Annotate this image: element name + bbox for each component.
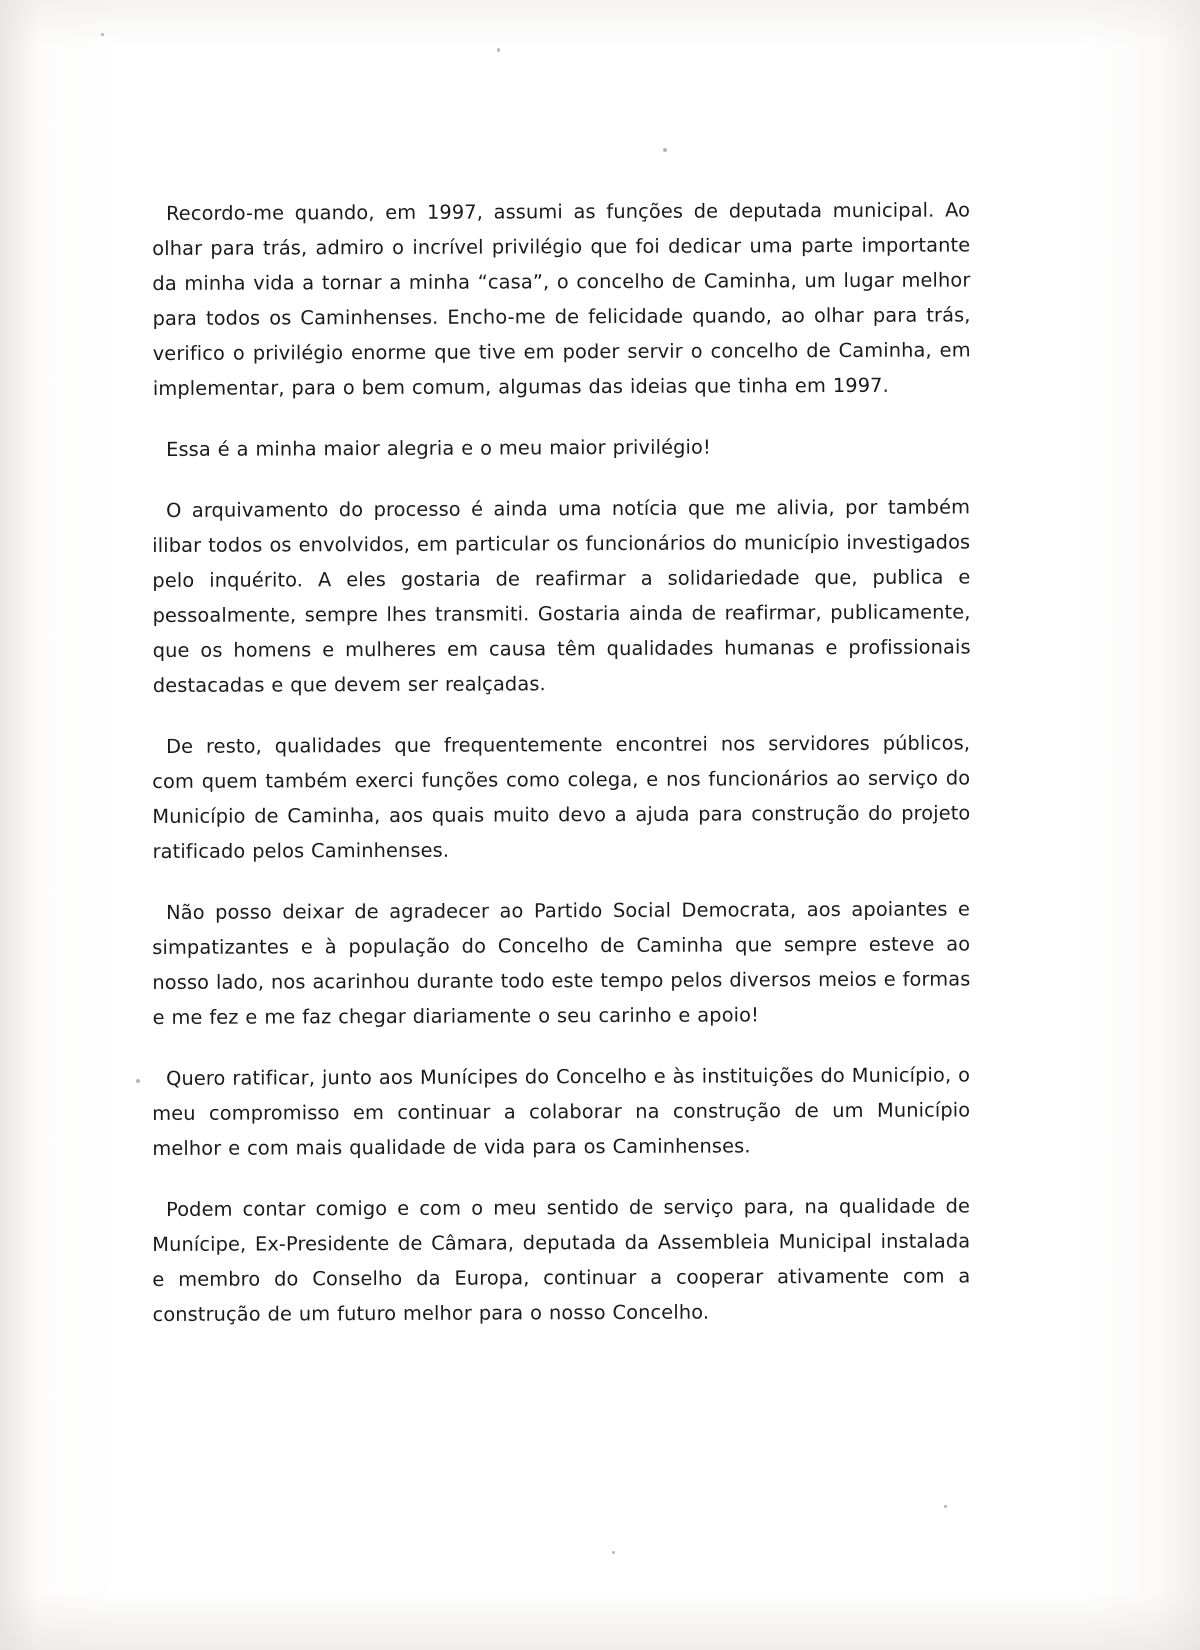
scan-speck: [136, 1079, 140, 1083]
scan-speck: [663, 148, 667, 152]
scan-speck: [944, 1505, 947, 1508]
paragraph: Essa é a minha maior alegria e o meu maior privilégio!: [166, 435, 711, 461]
paragraph: Não posso deixar de agradecer ao Partido Social Democrata, aos apoiantes e simpatizantes e à população do Concelho de Caminha que sempre esteve ao nosso lado, nos acarinhou durante todo este tempo pelos diversos meios e formas e me fez e me faz chegar diariamente o seu carinho e apoio!: [152, 897, 971, 1029]
page-top-shadow: [0, 0, 1200, 48]
document-text-body: [152, 196, 970, 1332]
page-bottom-shadow: [0, 1590, 1200, 1650]
paragraph: Podem contar comigo e com o meu sentido de serviço para, na qualidade de Munícipe, Ex-Presidente de Câmara, deputada da Assembleia Municipal instalada e membro do Conselho da Europa, continuar a cooperar ativamente com a construção de um futuro melhor para o nosso Concelho.: [152, 1194, 971, 1326]
paragraph: Quero ratificar, junto aos Munícipes do Concelho e às instituições do Município, o meu compromisso em continuar a colaborar na construção de um Município melhor e com mais qualidade de vida para os Caminhenses.: [152, 1063, 971, 1160]
scan-speck: [612, 1551, 615, 1554]
scan-speck: [497, 48, 500, 52]
paragraph: O arquivamento do processo é ainda uma notícia que me alivia, por também ilibar todos os envolvidos, em particular os funcionários do município investigados pelo inquérito. A eles gostaria de reafirmar a solidariedade que, publica e pessoalmente, sempre lhes transmiti. Gostaria ainda de reafirmar, publicamente, que os homens e mulheres em causa têm qualidades humanas e profissionais destacadas e que devem ser realçadas.: [152, 495, 971, 697]
paragraph: Recordo-me quando, em 1997, assumi as funções de deputada municipal. Ao olhar para trás, admiro o incrível privilégio que foi dedicar uma parte importante da minha vida a tornar a minha “casa”, o concelho de Caminha, um lugar melhor para todos os Caminhenses. Encho-me de felicidade quando, ao olhar para trás, verifico o privilégio enorme que tive em poder servir o concelho de Caminha, em implementar, para o bem comum, algumas das ideias que tinha em 1997.: [152, 198, 971, 400]
paragraph: De resto, qualidades que frequentemente encontrei nos servidores públicos, com quem também exerci funções como colega, e nos funcionários ao serviço do Município de Caminha, aos quais muito devo a ajuda para construção do projeto ratificado pelos Caminhenses.: [152, 731, 971, 863]
scan-speck: [101, 33, 104, 36]
